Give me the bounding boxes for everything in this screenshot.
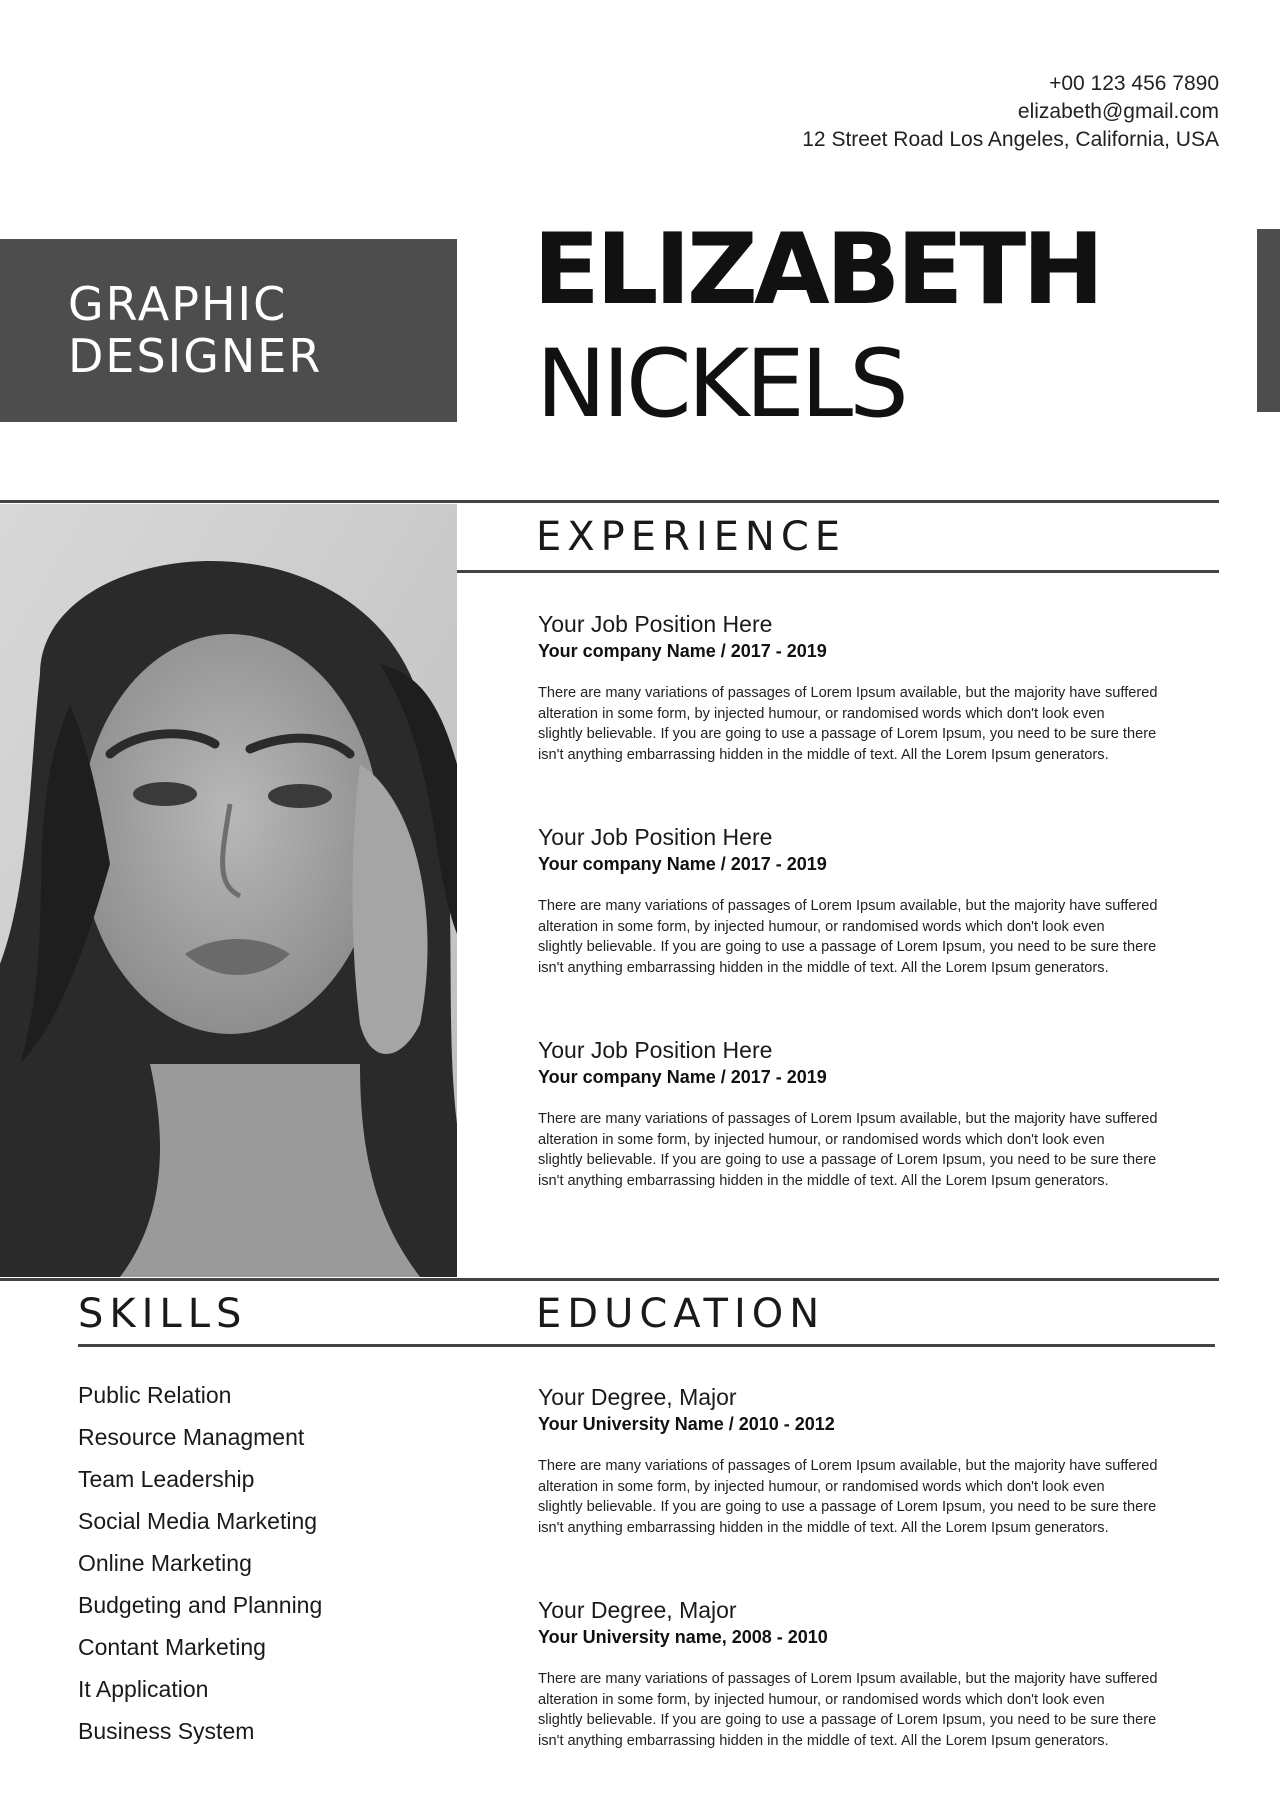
skill-item: Public Relation	[78, 1382, 232, 1408]
job-position: Your Job Position Here	[538, 824, 773, 850]
divider-education	[78, 1344, 1215, 1347]
divider-top	[0, 500, 1219, 503]
description-line: alteration in some form, by injected humour, or randomised words which don't look even	[538, 705, 1105, 722]
education-heading: EDUCATION	[536, 1291, 826, 1337]
company-name: Your company Name / 2017 - 2019	[538, 854, 827, 874]
job-position: Your Job Position Here	[538, 611, 773, 637]
description-line: There are many variations of passages of Lorem Ipsum available, but the majority have suffered	[538, 685, 1158, 701]
description-line: isn't anything embarrassing hidden in the middle of text. All the Lorem Ipsum generators.	[538, 746, 1109, 763]
description-line: There are many variations of passages of Lorem Ipsum available, but the majority have suffered	[538, 1671, 1158, 1687]
side-accent-tab	[1257, 229, 1280, 412]
description-line: alteration in some form, by injected humour, or randomised words which don't look even	[538, 1478, 1105, 1495]
portrait-illustration	[0, 504, 457, 1277]
skill-item: Resource Managment	[78, 1424, 305, 1450]
experience-heading: EXPERIENCE	[536, 514, 847, 560]
skill-item: Online Marketing	[78, 1550, 252, 1576]
skill-item: Social Media Marketing	[78, 1508, 318, 1534]
description-line: isn't anything embarrassing hidden in the middle of text. All the Lorem Ipsum generators.	[538, 1519, 1109, 1536]
description-line: There are many variations of passages of Lorem Ipsum available, but the majority have suffered	[538, 1111, 1158, 1127]
job-description	[538, 1109, 1228, 1191]
description-line: slightly believable. If you are going to use a passage of Lorem Ipsum, you need to be sure there	[538, 939, 1157, 956]
company-name: Your company Name / 2017 - 2019	[538, 641, 827, 661]
degree: Your Degree, Major	[538, 1597, 737, 1623]
experience-entry	[538, 822, 1228, 978]
company-name: Your company Name / 2017 - 2019	[538, 1067, 827, 1087]
job-title-line-2: DESIGNER	[68, 329, 323, 383]
university-name: Your University Name / 2010 - 2012	[538, 1414, 835, 1434]
skills-heading: SKILLS	[78, 1291, 248, 1337]
description-line: isn't anything embarrassing hidden in the middle of text. All the Lorem Ipsum generators.	[538, 959, 1109, 976]
last-name: NICKELS	[536, 330, 905, 439]
contact-phone: +00 123 456 7890	[1049, 72, 1219, 95]
skill-item: Team Leadership	[78, 1466, 255, 1492]
job-title	[68, 278, 322, 382]
description-line: alteration in some form, by injected humour, or randomised words which don't look even	[538, 1691, 1105, 1708]
description-line: slightly believable. If you are going to use a passage of Lorem Ipsum, you need to be sure there	[538, 1152, 1157, 1169]
profile-photo	[0, 504, 457, 1277]
description-line: slightly believable. If you are going to use a passage of Lorem Ipsum, you need to be sure there	[538, 1499, 1157, 1516]
education-entry	[538, 1382, 1228, 1538]
description-line: slightly believable. If you are going to use a passage of Lorem Ipsum, you need to be sure there	[538, 726, 1157, 743]
experience-entry	[538, 609, 1228, 765]
divider-lower	[0, 1278, 1219, 1281]
description-line: There are many variations of passages of Lorem Ipsum available, but the majority have suffered	[538, 1458, 1158, 1474]
description-line: alteration in some form, by injected humour, or randomised words which don't look even	[538, 918, 1105, 935]
description-line: slightly believable. If you are going to use a passage of Lorem Ipsum, you need to be sure there	[538, 1712, 1157, 1729]
experience-entry	[538, 1035, 1228, 1191]
job-title-line-1: GRAPHIC	[68, 277, 288, 331]
education-description	[538, 1669, 1228, 1751]
job-description	[538, 896, 1228, 978]
description-line: isn't anything embarrassing hidden in the middle of text. All the Lorem Ipsum generators.	[538, 1732, 1109, 1749]
description-line: alteration in some form, by injected humour, or randomised words which don't look even	[538, 1131, 1105, 1148]
first-name: ELIZABETH	[533, 213, 1101, 327]
description-line: There are many variations of passages of Lorem Ipsum available, but the majority have suffered	[538, 898, 1158, 914]
contact-block	[802, 70, 1219, 154]
skill-item: Business System	[78, 1718, 255, 1744]
skills-list	[78, 1374, 322, 1752]
contact-email: elizabeth@gmail.com	[1017, 100, 1219, 123]
description-line: isn't anything embarrassing hidden in the middle of text. All the Lorem Ipsum generators.	[538, 1172, 1109, 1189]
education-description	[538, 1456, 1228, 1538]
degree: Your Degree, Major	[538, 1384, 737, 1410]
skill-item: Contant Marketing	[78, 1634, 266, 1660]
education-entry	[538, 1595, 1228, 1751]
skill-item: Budgeting and Planning	[78, 1592, 323, 1618]
divider-experience	[457, 570, 1219, 573]
skill-item: It Application	[78, 1676, 209, 1702]
university-name: Your University name, 2008 - 2010	[538, 1627, 828, 1647]
job-position: Your Job Position Here	[538, 1037, 773, 1063]
job-description	[538, 683, 1228, 765]
contact-address: 12 Street Road Los Angeles, California, USA	[802, 128, 1219, 151]
